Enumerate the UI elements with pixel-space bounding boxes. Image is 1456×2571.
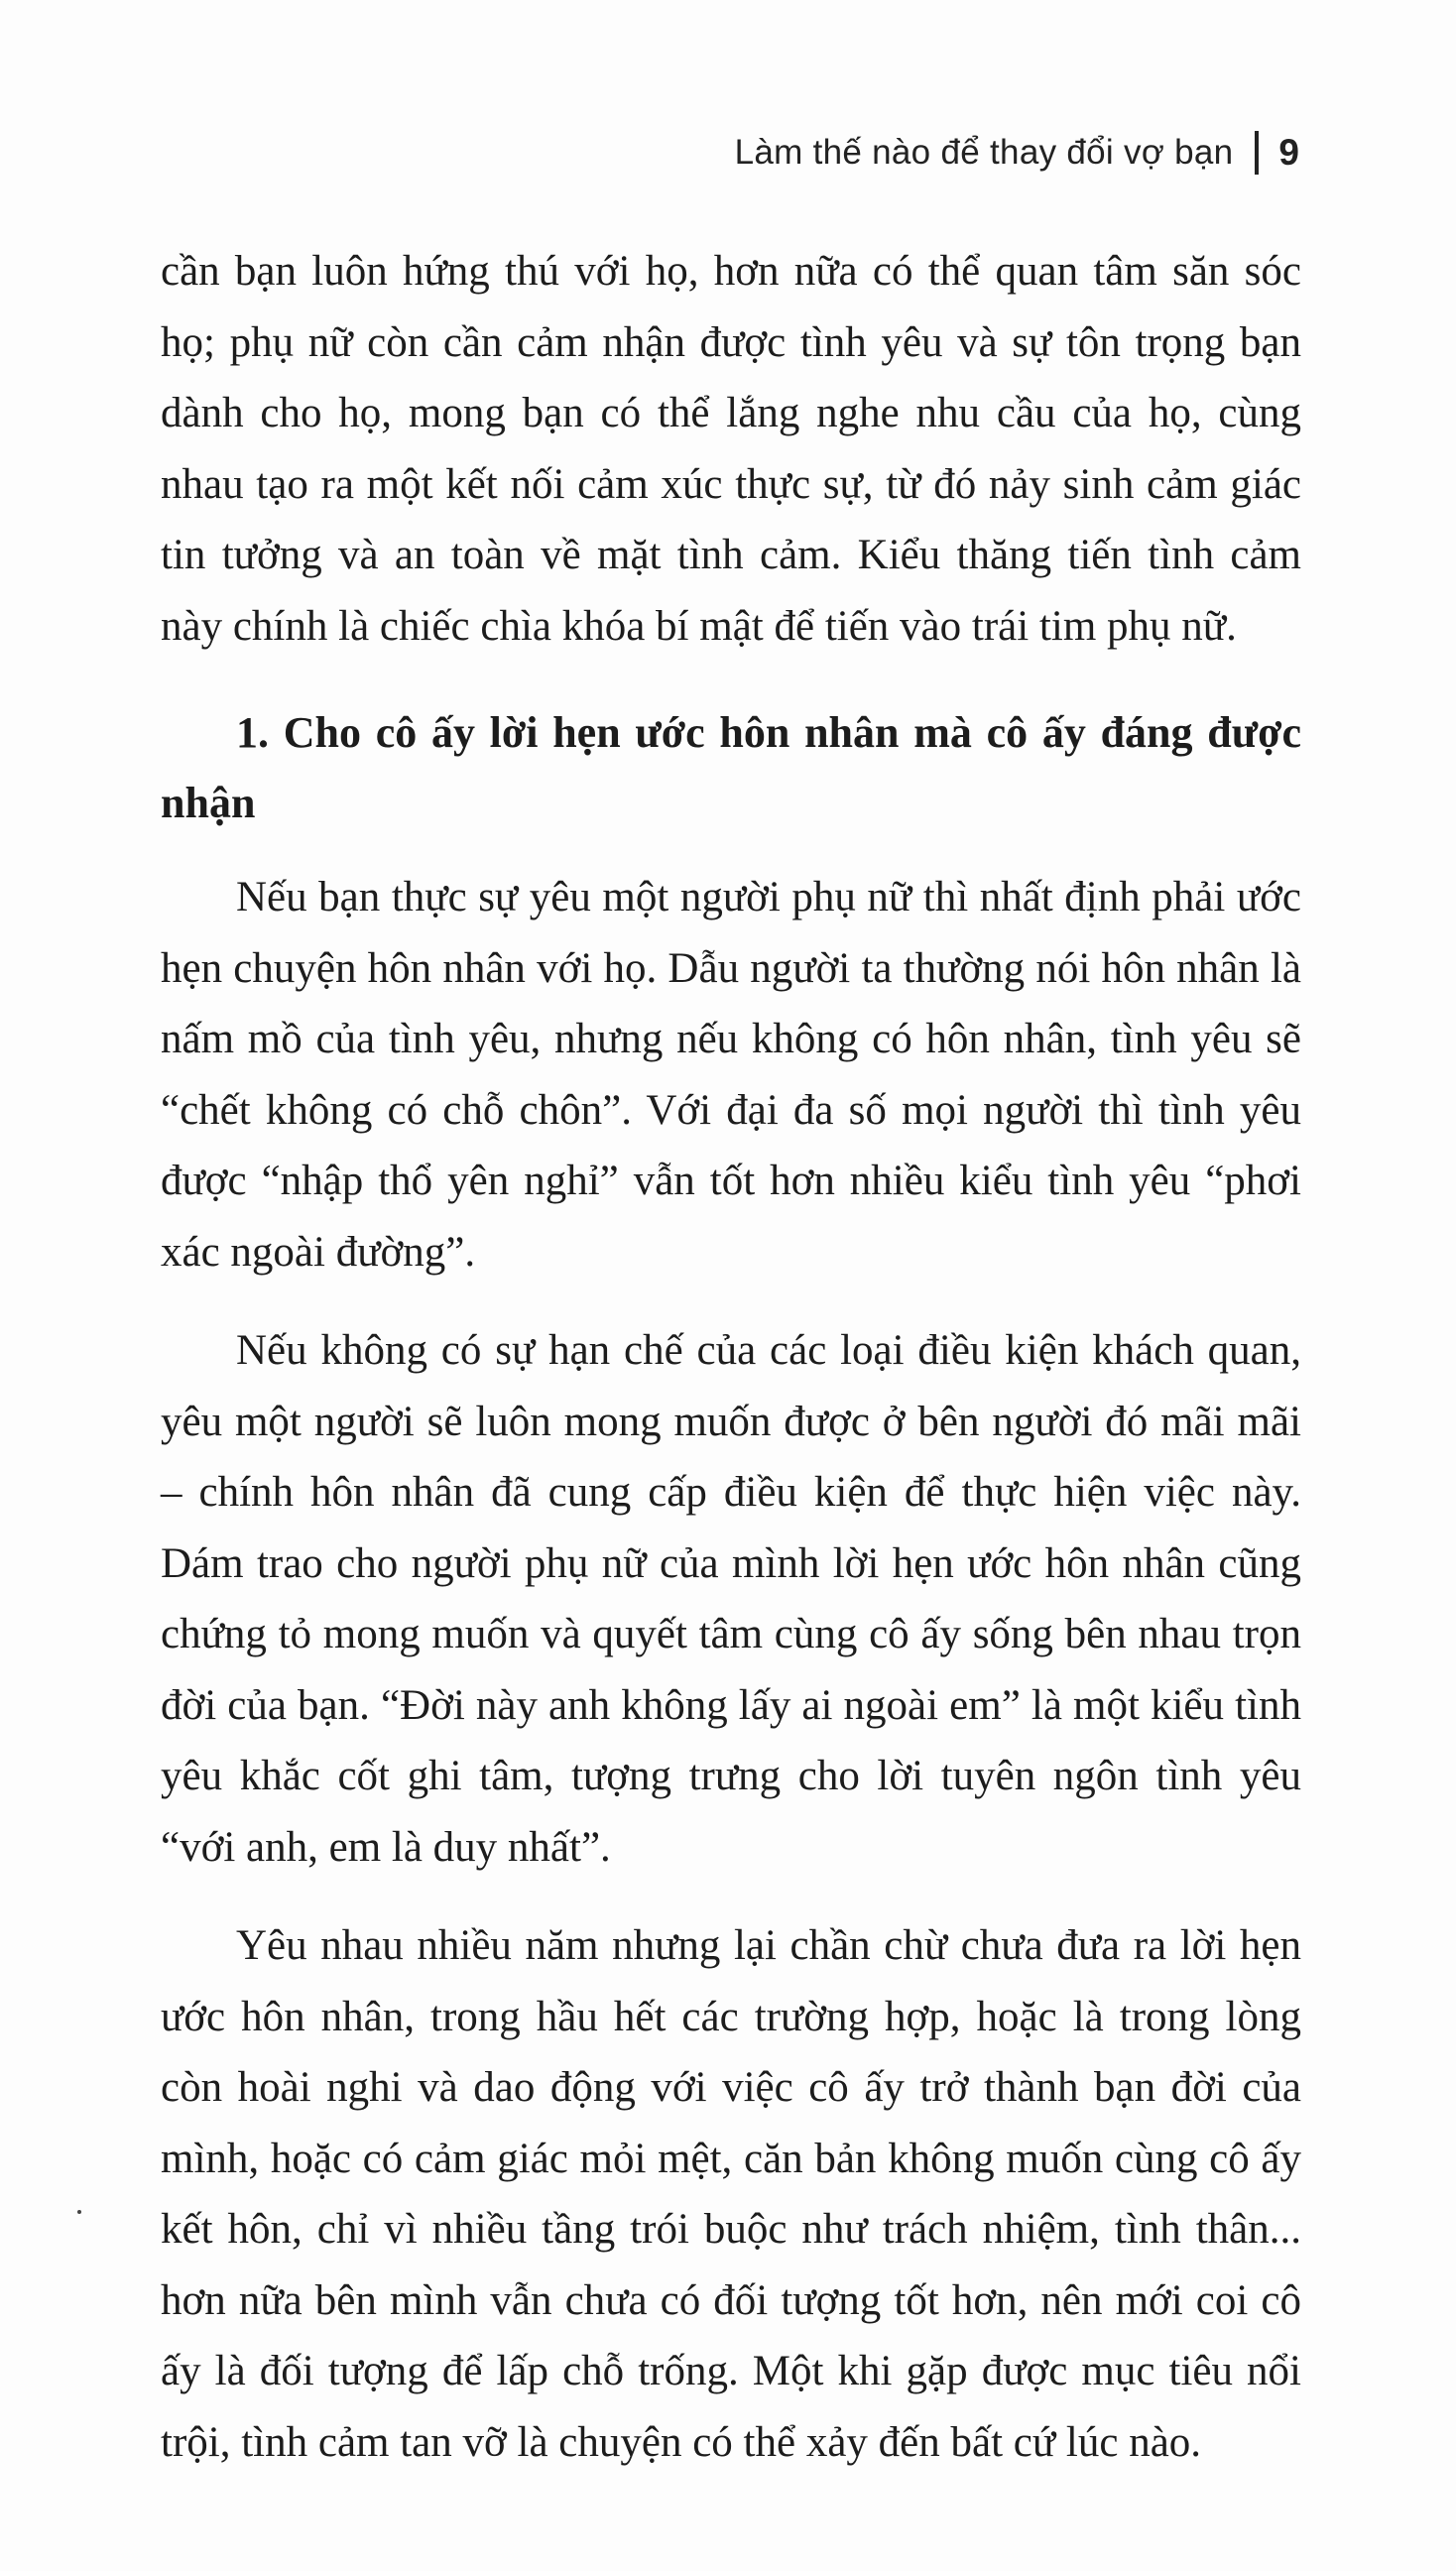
page-number: 9	[1278, 132, 1299, 173]
header-divider	[1255, 131, 1259, 175]
body-paragraph-3: Yêu nhau nhiều năm nhưng lại chần chừ chưa đưa ra lời hẹn ước hôn nhân, trong hầu hết các trường hợp, hoặc là trong lòng còn hoài nghi và dao động với việc cô ấy trở thành bạn đời của mình, hoặc có cảm giác mỏi mệt, căn bản không muốn cùng cô ấy kết hôn, chỉ vì nhiều tầng trói buộc như trách nhiệm, tình thân... hơn nữa bên mình vẫn chưa có đối tượng tốt hơn, nên mới coi cô ấy là đối tượng để lấp chỗ trống. Một khi gặp được mục tiêu nổi trội, tình cảm tan vỡ là chuyện có thể xảy đến bất cứ lúc nào.	[161, 1922, 1301, 2466]
intro-paragraph: cần bạn luôn hứng thú với họ, hơn nữa có thể quan tâm săn sóc họ; phụ nữ còn cần cảm nhận được tình yêu và sự tôn trọng bạn dành cho họ, mong bạn có thể lắng nghe nhu cầu của họ, cùng nhau tạo ra một kết nối cảm xúc thực sự, từ đó nảy sinh cảm giác tin tưởng và an toàn về mặt tình cảm. Kiểu thăng tiến tình cảm này chính là chiếc chìa khóa bí mật để tiến vào trái tim phụ nữ.	[161, 248, 1301, 650]
running-header	[735, 125, 1299, 181]
body-paragraph-1: Nếu bạn thực sự yêu một người phụ nữ thì nhất định phải ước hẹn chuyện hôn nhân với họ. Dẫu người ta thường nói hôn nhân là nấm mồ của tình yêu, nhưng nếu không có hôn nhân, tình yêu sẽ “chết không có chỗ chôn”. Với đại đa số mọi người thì tình yêu được “nhập thổ yên nghỉ” vẫn tốt hơn nhiều kiểu tình yêu “phơi xác ngoài đường”.	[161, 874, 1301, 1276]
margin-speck	[77, 2210, 81, 2214]
section-number: 1.	[236, 708, 269, 757]
page-content	[161, 236, 1301, 2478]
section-heading	[161, 697, 1301, 838]
running-title: Làm thế nào để thay đổi vợ bạn	[734, 133, 1234, 172]
section-title: Cho cô ấy lời hẹn ước hôn nhân mà cô ấy đáng được nhận	[161, 708, 1302, 827]
body-paragraph-2: Nếu không có sự hạn chế của các loại điều kiện khách quan, yêu một người sẽ luôn mong muốn được ở bên người đó mãi mãi – chính hôn nhân đã cung cấp điều kiện để thực hiện việc này. Dám trao cho người phụ nữ của mình lời hẹn ước hôn nhân cũng chứng tỏ mong muốn và quyết tâm cùng cô ấy sống bên nhau trọn đời của bạn. “Đời này anh không lấy ai ngoài em” là một kiểu tình yêu khắc cốt ghi tâm, tượng trưng cho lời tuyên ngôn tình yêu “với anh, em là duy nhất”.	[161, 1327, 1301, 1871]
